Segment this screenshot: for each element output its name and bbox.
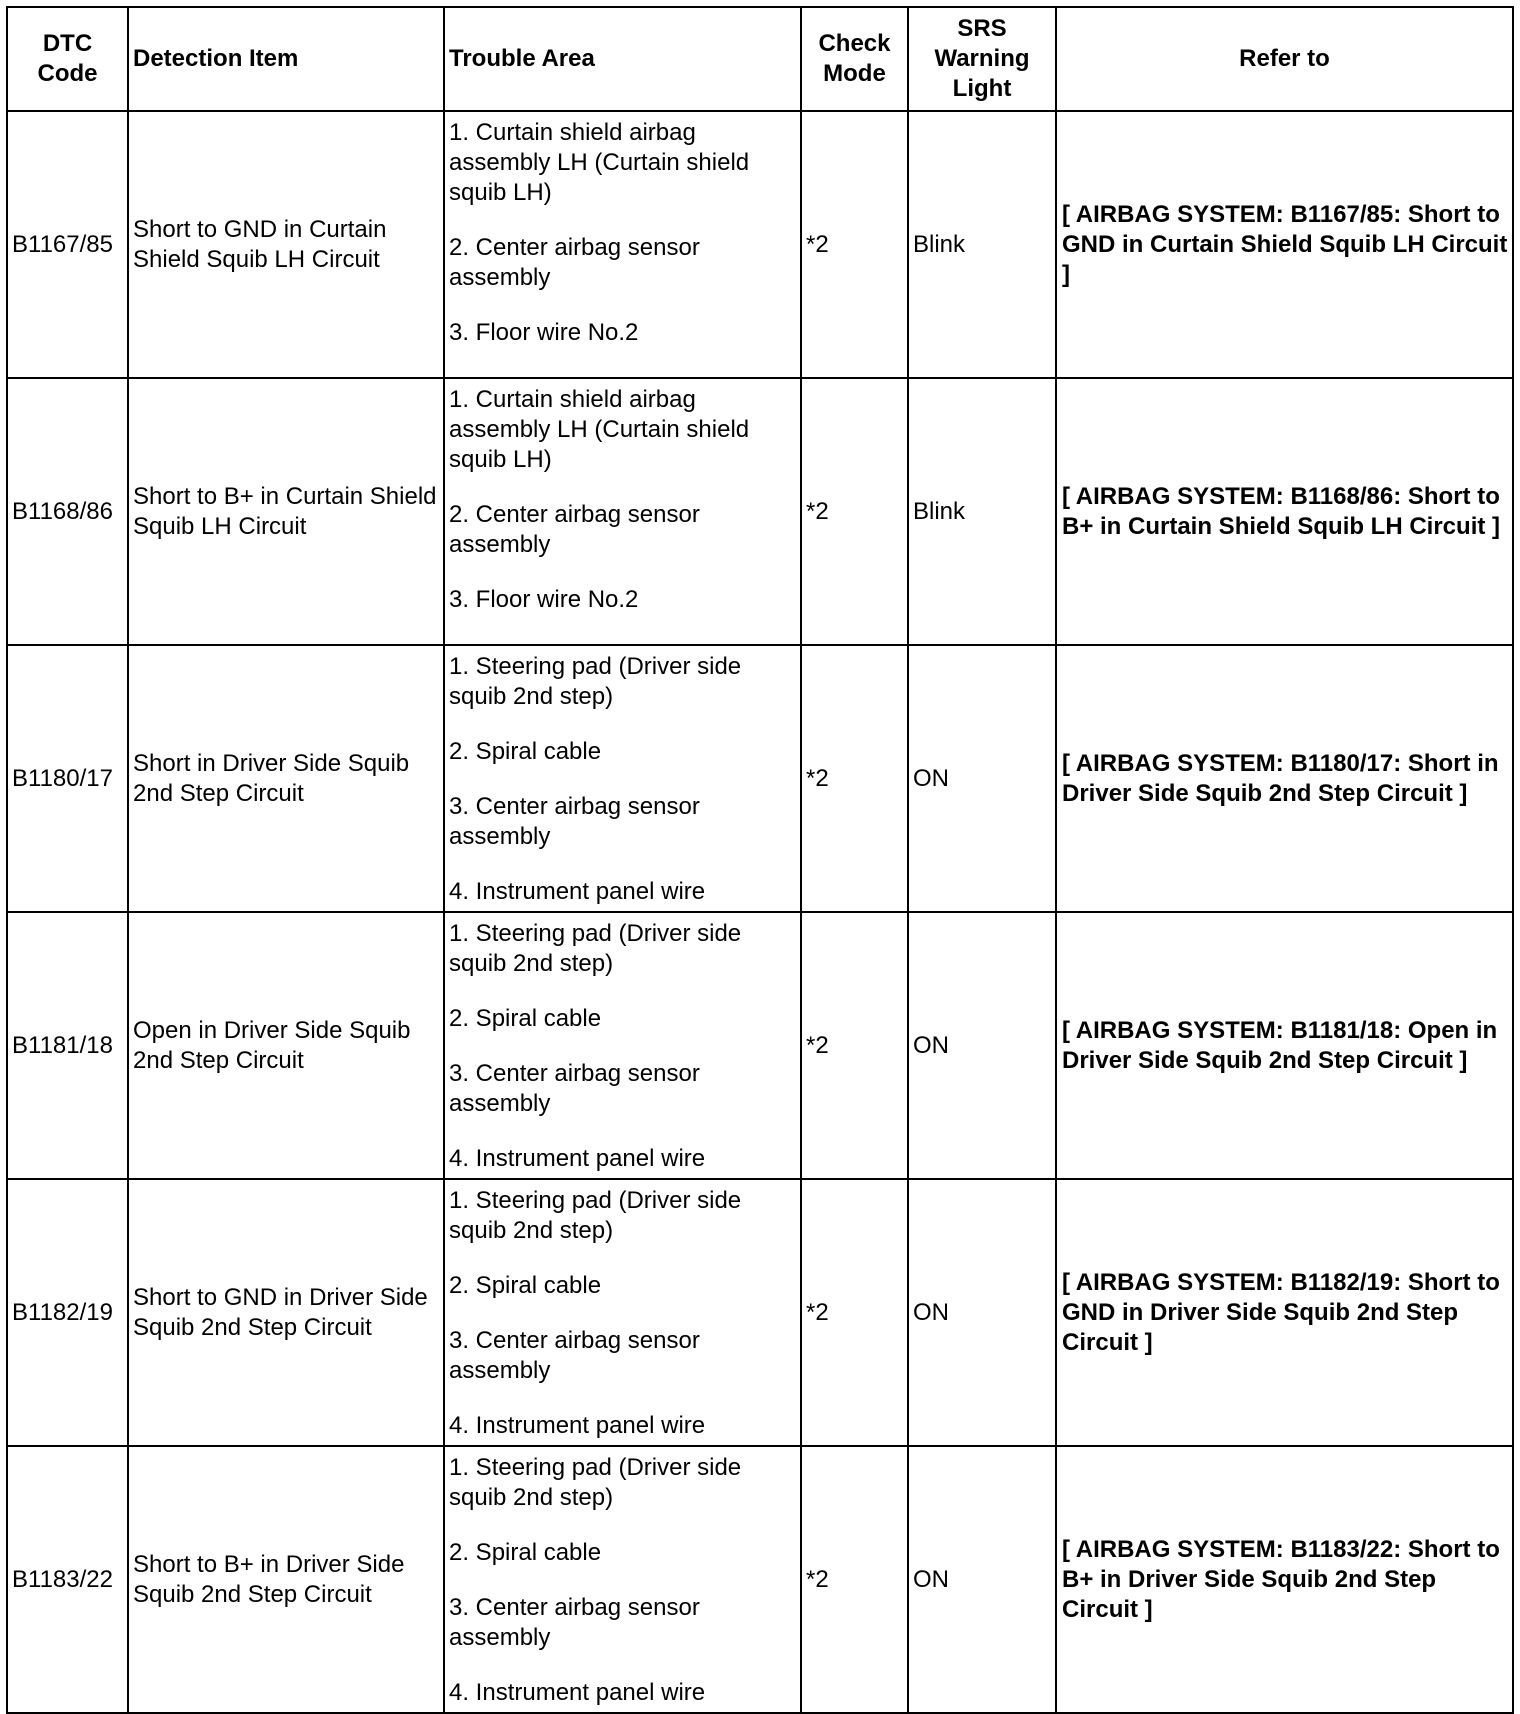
table-row: [7, 378, 1513, 645]
header-row: [7, 7, 1513, 111]
trouble-area-item: 1. Steering pad (Driver side squib 2nd step): [449, 1187, 742, 1244]
trouble-area-item: 1. Steering pad (Driver side squib 2nd step): [449, 1454, 742, 1511]
refer-to-link[interactable]: [ AIRBAG SYSTEM: B1180/17: Short in Driver Side Squib 2nd Step Circuit ]: [1056, 645, 1513, 912]
srs-warning-light-cell: ON: [908, 1446, 1056, 1713]
trouble-area-item: 2. Spiral cable: [449, 738, 602, 765]
srs-warning-light-cell: ON: [908, 645, 1056, 912]
trouble-area-item: 4. Instrument panel wire: [449, 1412, 706, 1439]
refer-to-link[interactable]: [ AIRBAG SYSTEM: B1183/22: Short to B+ in Driver Side Squib 2nd Step Circuit ]: [1056, 1446, 1513, 1713]
trouble-area-cell: [444, 645, 801, 912]
check-mode-cell: *2: [801, 1446, 908, 1713]
trouble-area-item: 3. Floor wire No.2: [449, 319, 639, 346]
trouble-area-item: 3. Center airbag sensor assembly: [449, 1327, 700, 1384]
trouble-area-cell: [444, 1179, 801, 1446]
header-trouble-area: Trouble Area: [444, 7, 801, 111]
trouble-area-cell: [444, 111, 801, 378]
table-row: [7, 1446, 1513, 1713]
check-mode-cell: *2: [801, 378, 908, 645]
srs-warning-light-cell: ON: [908, 912, 1056, 1179]
trouble-area-item: 4. Instrument panel wire: [449, 878, 706, 905]
refer-to-link[interactable]: [ AIRBAG SYSTEM: B1181/18: Open in Driver Side Squib 2nd Step Circuit ]: [1056, 912, 1513, 1179]
table-row: [7, 645, 1513, 912]
srs-warning-light-cell: Blink: [908, 378, 1056, 645]
dtc-table: [6, 6, 1514, 1714]
table-body: [7, 111, 1513, 1713]
trouble-area-item: 1. Curtain shield airbag assembly LH (Curtain shield squib LH): [449, 386, 750, 473]
dtc-code-cell: B1167/85: [7, 111, 128, 378]
header-refer-to: Refer to: [1056, 7, 1513, 111]
table-row: [7, 1179, 1513, 1446]
refer-to-link[interactable]: [ AIRBAG SYSTEM: B1182/19: Short to GND in Driver Side Squib 2nd Step Circuit ]: [1056, 1179, 1513, 1446]
check-mode-cell: *2: [801, 111, 908, 378]
detection-item-cell: Short in Driver Side Squib 2nd Step Circuit: [128, 645, 444, 912]
header-detection-item: Detection Item: [128, 7, 444, 111]
dtc-code-cell: B1183/22: [7, 1446, 128, 1713]
detection-item-cell: Open in Driver Side Squib 2nd Step Circuit: [128, 912, 444, 1179]
trouble-area-item: 1. Steering pad (Driver side squib 2nd step): [449, 920, 742, 977]
trouble-area-item: 3. Center airbag sensor assembly: [449, 793, 700, 850]
detection-item-cell: Short to B+ in Curtain Shield Squib LH Circuit: [128, 378, 444, 645]
dtc-code-cell: B1168/86: [7, 378, 128, 645]
check-mode-cell: *2: [801, 912, 908, 1179]
header-check-mode: Check Mode: [801, 7, 908, 111]
trouble-area-item: 2. Spiral cable: [449, 1539, 602, 1566]
trouble-area-item: 3. Center airbag sensor assembly: [449, 1594, 700, 1651]
trouble-area-item: 1. Curtain shield airbag assembly LH (Curtain shield squib LH): [449, 119, 750, 206]
trouble-area-cell: [444, 1446, 801, 1713]
header-dtc-code: DTC Code: [7, 7, 128, 111]
detection-item-cell: Short to GND in Driver Side Squib 2nd Step Circuit: [128, 1179, 444, 1446]
trouble-area-item: 2. Spiral cable: [449, 1272, 602, 1299]
check-mode-cell: *2: [801, 1179, 908, 1446]
trouble-area-item: 2. Spiral cable: [449, 1005, 602, 1032]
trouble-area-cell: [444, 912, 801, 1179]
check-mode-cell: *2: [801, 645, 908, 912]
detection-item-cell: Short to B+ in Driver Side Squib 2nd Step Circuit: [128, 1446, 444, 1713]
srs-warning-light-cell: ON: [908, 1179, 1056, 1446]
trouble-area-cell: [444, 378, 801, 645]
srs-warning-light-cell: Blink: [908, 111, 1056, 378]
trouble-area-item: 3. Floor wire No.2: [449, 586, 639, 613]
dtc-code-cell: B1180/17: [7, 645, 128, 912]
trouble-area-item: 4. Instrument panel wire: [449, 1145, 706, 1172]
trouble-area-item: 2. Center airbag sensor assembly: [449, 234, 700, 291]
detection-item-cell: Short to GND in Curtain Shield Squib LH Circuit: [128, 111, 444, 378]
refer-to-link[interactable]: [ AIRBAG SYSTEM: B1168/86: Short to B+ in Curtain Shield Squib LH Circuit ]: [1056, 378, 1513, 645]
table-row: [7, 111, 1513, 378]
refer-to-link[interactable]: [ AIRBAG SYSTEM: B1167/85: Short to GND in Curtain Shield Squib LH Circuit ]: [1056, 111, 1513, 378]
dtc-code-cell: B1181/18: [7, 912, 128, 1179]
trouble-area-item: 4. Instrument panel wire: [449, 1679, 706, 1706]
trouble-area-item: 3. Center airbag sensor assembly: [449, 1060, 700, 1117]
trouble-area-item: 2. Center airbag sensor assembly: [449, 501, 700, 558]
trouble-area-item: 1. Steering pad (Driver side squib 2nd step): [449, 653, 742, 710]
header-srs-warning-light: SRS Warning Light: [908, 7, 1056, 111]
dtc-code-cell: B1182/19: [7, 1179, 128, 1446]
table-row: [7, 912, 1513, 1179]
